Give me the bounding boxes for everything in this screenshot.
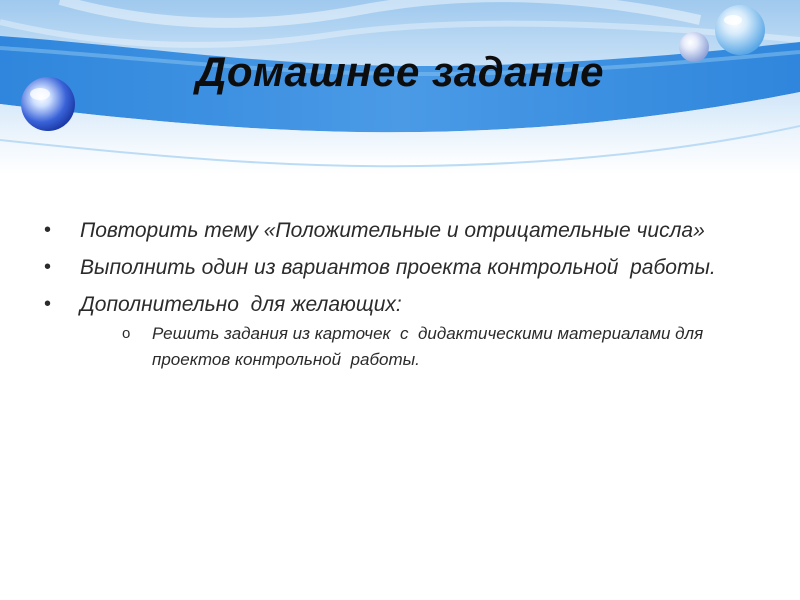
bullet-dot-icon: •	[44, 256, 52, 278]
bullet-text: Дополнительно для желающих:	[80, 293, 402, 316]
bullet-list	[42, 214, 722, 373]
slide-content	[42, 214, 722, 377]
bullet-text: Повторить тему «Положительные и отрицательные числа»	[80, 219, 705, 242]
sub-bullet-text: Решить задания из карточек с дидактическими материалами для проектов контрольной работы.	[152, 324, 713, 369]
bullet-item	[42, 251, 722, 284]
sub-bullet-list	[80, 321, 722, 373]
bullet-dot-icon: •	[44, 219, 52, 241]
bullet-item	[42, 288, 722, 373]
bullet-item	[42, 214, 722, 247]
bullet-text: Выполнить один из вариантов проекта контрольной работы.	[80, 256, 716, 279]
slide-title: Домашнее задание	[195, 48, 604, 95]
sub-bullet-circle-icon: o	[122, 325, 131, 342]
bullet-dot-icon: •	[44, 293, 52, 315]
sub-bullet-item	[114, 321, 722, 373]
